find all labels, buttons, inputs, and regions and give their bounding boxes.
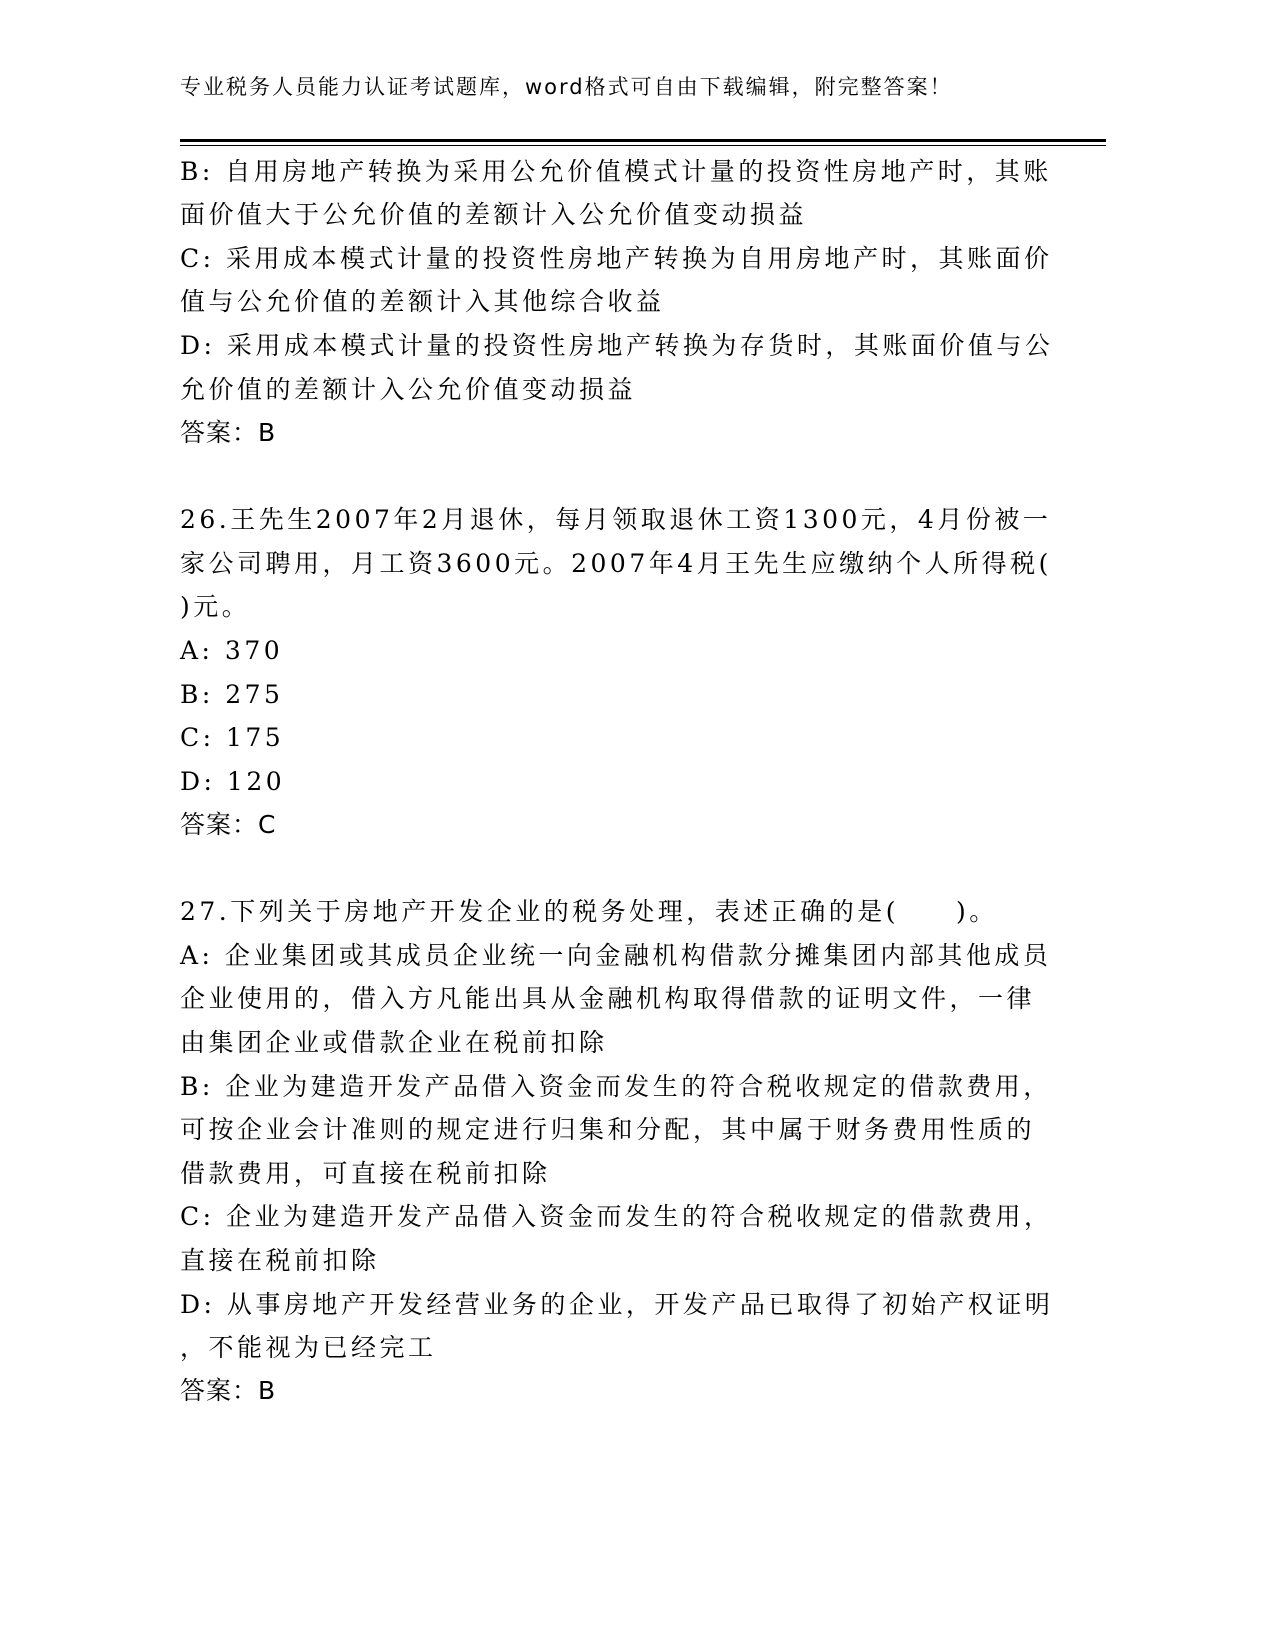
q25-option-d-line1: D: 采用成本模式计量的投资性房地产转换为存货时，其账面价值与公 — [180, 331, 1054, 360]
q26-option-b: B: 275 — [180, 680, 284, 709]
q26-stem-line3: )元。 — [180, 592, 251, 621]
q25-option-b-line2: 面价值大于公允价值的差额计入公允价值变动损益 — [180, 200, 808, 229]
q27-option-d-line2: ，不能视为已经完工 — [180, 1333, 437, 1362]
q25-option-d-line2: 允价值的差额计入公允价值变动损益 — [180, 375, 637, 404]
q26-stem-line2: 家公司聘用，月工资3600元。2007年4月王先生应缴纳个人所得税( — [180, 549, 1052, 578]
q25-answer: 答案：B — [180, 418, 277, 447]
q27-option-b-line3: 借款费用，可直接在税前扣除 — [180, 1159, 551, 1188]
q27-option-a-line2: 企业使用的，借入方凡能出具从金融机构取得借款的证明文件，一律 — [180, 984, 1036, 1013]
q27-answer: 答案：B — [180, 1376, 277, 1405]
q25-option-b-line1: B: 自用房地产转换为采用公允价值模式计量的投资性房地产时，其账 — [180, 157, 1052, 186]
q26-option-c: C: 175 — [180, 723, 285, 752]
q27-option-d-line1: D: 从事房地产开发经营业务的企业，开发产品已取得了初始产权证明 — [180, 1290, 1054, 1319]
q26-option-d: D: 120 — [180, 767, 286, 796]
q25-option-c-line2: 值与公允价值的差额计入其他综合收益 — [180, 287, 665, 316]
q26-answer: 答案：C — [180, 810, 277, 839]
q27-option-a-line3: 由集团企业或借款企业在税前扣除 — [180, 1028, 608, 1057]
q27-option-a-line1: A: 企业集团或其成员企业统一向金融机构借款分摊集团内部其他成员 — [180, 941, 1052, 970]
q26-option-a: A: 370 — [180, 636, 284, 665]
q27-option-b-line2: 可按企业会计准则的规定进行归集和分配，其中属于财务费用性质的 — [180, 1115, 1036, 1144]
q27-option-c-line1: C: 企业为建造开发产品借入资金而发生的符合税收规定的借款费用， — [180, 1202, 1053, 1231]
header-text: 专业税务人员能力认证考试题库，word格式可自由下载编辑，附完整答案！ — [180, 75, 953, 99]
q27-stem-line1: 27.下列关于房地产开发企业的税务处理，表述正确的是( )。 — [180, 897, 998, 926]
q27-option-c-line2: 直接在税前扣除 — [180, 1246, 380, 1275]
q26-stem-line1: 26.王先生2007年2月退休，每月领取退休工资1300元，4月份被一 — [180, 505, 1052, 534]
header-rule-thick — [180, 139, 1106, 142]
header-rule-thin — [180, 145, 1106, 146]
q27-option-b-line1: B: 企业为建造开发产品借入资金而发生的符合税收规定的借款费用， — [180, 1072, 1052, 1101]
q25-option-c-line1: C: 采用成本模式计量的投资性房地产转换为自用房地产时，其账面价 — [180, 244, 1053, 273]
